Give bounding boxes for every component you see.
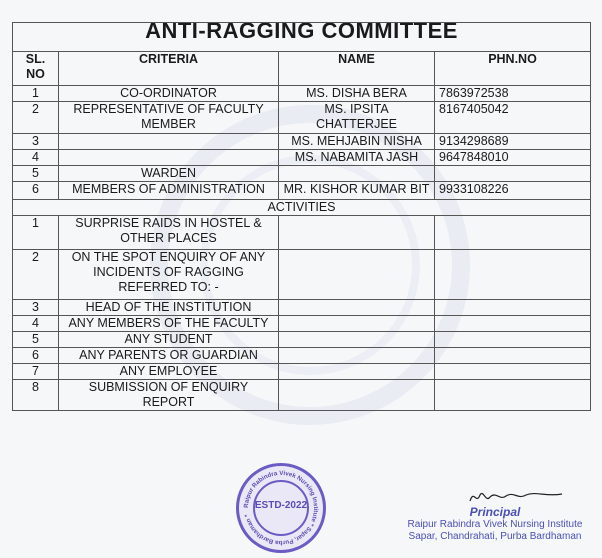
activity-name-empty: [279, 332, 435, 348]
activity-name-empty: [279, 316, 435, 332]
activity-phone-empty: [435, 332, 591, 348]
table-row: [13, 300, 591, 316]
stamp-center-text: ESTD-2022: [254, 500, 308, 511]
activity-name-empty: [279, 250, 435, 300]
svg-text:Raipur Rabindra Vivek Nursing: Raipur Rabindra Vivek Nursing Institute * Sapar, Purba Bardhaman *: [242, 469, 320, 547]
table-row: [13, 200, 591, 216]
header-phone: PHN.NO: [435, 52, 591, 86]
activities-heading: ACTIVITIES: [13, 200, 591, 216]
row-name: MS. DISHA BERA: [279, 86, 435, 102]
row-criteria: REPRESENTATIVE OF FACULTY MEMBER: [59, 102, 279, 134]
table-row: [13, 348, 591, 364]
principal-title: Principal: [469, 505, 521, 519]
activity-text: SUBMISSION OF ENQUIRY REPORT: [59, 380, 279, 411]
row-criteria: [59, 150, 279, 166]
activity-phone-empty: [435, 316, 591, 332]
table-row: [13, 250, 591, 300]
table-row: [13, 364, 591, 380]
table-row: [13, 150, 591, 166]
activity-sl: 7: [13, 364, 59, 380]
principal-signature-block: [400, 505, 590, 543]
row-phone: 9933108226: [435, 182, 591, 200]
activity-sl: 6: [13, 348, 59, 364]
row-name: MR. KISHOR KUMAR BIT: [279, 182, 435, 200]
activity-text: SURPRISE RAIDS IN HOSTEL & OTHER PLACES: [59, 216, 279, 250]
table-title: ANTI-RAGGING COMMITTEE: [13, 23, 591, 52]
activity-name-empty: [279, 300, 435, 316]
activity-name-empty: [279, 364, 435, 380]
activity-sl: 4: [13, 316, 59, 332]
activity-sl: 2: [13, 250, 59, 300]
activity-text: ANY PARENTS OR GUARDIAN: [59, 348, 279, 364]
committee-table: [12, 22, 591, 411]
row-sl: 2: [13, 102, 59, 134]
activity-text: HEAD OF THE INSTITUTION: [59, 300, 279, 316]
row-criteria: CO-ORDINATOR: [59, 86, 279, 102]
table-row: [13, 332, 591, 348]
activity-phone-empty: [435, 364, 591, 380]
activity-name-empty: [279, 380, 435, 411]
activity-text: ANY MEMBERS OF THE FACULTY: [59, 316, 279, 332]
activity-sl: 3: [13, 300, 59, 316]
row-sl: 5: [13, 166, 59, 182]
row-name: MS. IPSITA CHATTERJEE: [279, 102, 435, 134]
row-phone: 9647848010: [435, 150, 591, 166]
table-row: [13, 380, 591, 411]
row-sl: 4: [13, 150, 59, 166]
table-row: [13, 182, 591, 200]
activity-sl: 5: [13, 332, 59, 348]
table-row: [13, 316, 591, 332]
table-row: [13, 166, 591, 182]
row-name: [279, 166, 435, 182]
table-row: [13, 102, 591, 134]
activity-text: ANY EMPLOYEE: [59, 364, 279, 380]
activity-sl: 8: [13, 380, 59, 411]
row-sl: 6: [13, 182, 59, 200]
activity-phone-empty: [435, 300, 591, 316]
activity-phone-empty: [435, 348, 591, 364]
row-criteria: MEMBERS OF ADMINISTRATION: [59, 182, 279, 200]
row-phone: 9134298689: [435, 134, 591, 150]
table-row: [13, 134, 591, 150]
row-sl: 1: [13, 86, 59, 102]
row-phone: 8167405042: [435, 102, 591, 134]
principal-institute: Raipur Rabindra Vivek Nursing Institute: [407, 519, 583, 530]
activity-text: ANY STUDENT: [59, 332, 279, 348]
activity-phone-empty: [435, 250, 591, 300]
row-phone: [435, 166, 591, 182]
activity-phone-empty: [435, 216, 591, 250]
activity-sl: 1: [13, 216, 59, 250]
principal-address: Sapar, Chandrahati, Purba Bardhaman: [408, 531, 582, 542]
row-phone: 7863972538: [435, 86, 591, 102]
header-criteria: CRITERIA: [59, 52, 279, 86]
row-criteria: WARDEN: [59, 166, 279, 182]
activity-phone-empty: [435, 380, 591, 411]
table-row: [13, 216, 591, 250]
row-name: MS. NABAMITA JASH: [279, 150, 435, 166]
header-sl: SL. NO: [13, 52, 59, 86]
row-sl: 3: [13, 134, 59, 150]
table-row: [13, 86, 591, 102]
row-criteria: [59, 134, 279, 150]
row-name: MS. MEHJABIN NISHA: [279, 134, 435, 150]
activity-name-empty: [279, 348, 435, 364]
header-name: NAME: [279, 52, 435, 86]
activity-text: ON THE SPOT ENQUIRY OF ANY INCIDENTS OF RAGGING REFERRED TO: -: [59, 250, 279, 300]
institute-stamp: [236, 463, 326, 553]
activity-name-empty: [279, 216, 435, 250]
signature-icon: [466, 485, 566, 507]
